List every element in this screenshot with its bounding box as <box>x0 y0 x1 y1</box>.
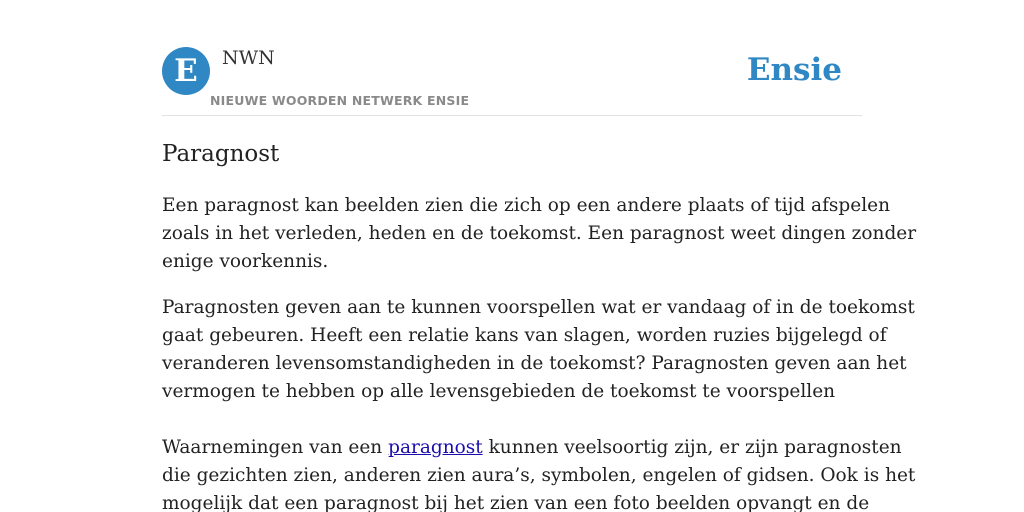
paragraph-line: zoals in het verleden, heden en de toekomst. Een paragnost weet dingen zonder <box>162 223 917 244</box>
site-name[interactable]: NWN <box>222 47 275 69</box>
paragraph-line: veranderen levensomstandigheden in de toekomst? Paragnosten geven aan het <box>162 353 907 374</box>
paragraph-text: kunnen veelsoortig zijn, er zijn paragnosten <box>482 437 902 458</box>
brand-logo[interactable]: Ensie <box>746 52 842 88</box>
paragnost-link[interactable]: paragnost <box>388 437 483 458</box>
paragraph-line: die gezichten zien, anderen zien aura’s, symbolen, engelen of gidsen. Ook is het <box>162 465 916 486</box>
paragraph-line: mogelijk dat een paragnost bij het zien van een foto beelden opvangt en de <box>162 493 870 512</box>
site-header <box>162 0 862 116</box>
paragraph-line: enige voorkennis. <box>162 251 329 272</box>
paragraph-2 <box>162 294 916 512</box>
paragraph-line: Een paragnost kan beelden zien die zich op een andere plaats of tijd afspelen <box>162 195 890 216</box>
paragraph-break <box>162 406 862 434</box>
article-title: Paragnost <box>162 141 280 167</box>
site-subtitle: NIEUWE WOORDEN NETWERK ENSIE <box>210 93 470 108</box>
paragraph-line <box>162 434 902 462</box>
paragraph-line: Paragnosten geven aan te kunnen voorspellen wat er vandaag of in de toekomst <box>162 297 915 318</box>
paragraph-text: Waarnemingen van een <box>162 437 389 458</box>
article <box>162 138 917 512</box>
site-logo[interactable]: E <box>162 47 210 95</box>
paragraph-line: vermogen te hebben op alle levensgebieden de toekomst te voorspellen <box>162 381 836 402</box>
paragraph-1 <box>162 192 917 276</box>
paragraph-line: gaat gebeuren. Heeft een relatie kans van slagen, worden ruzies bijgelegd of <box>162 325 887 346</box>
